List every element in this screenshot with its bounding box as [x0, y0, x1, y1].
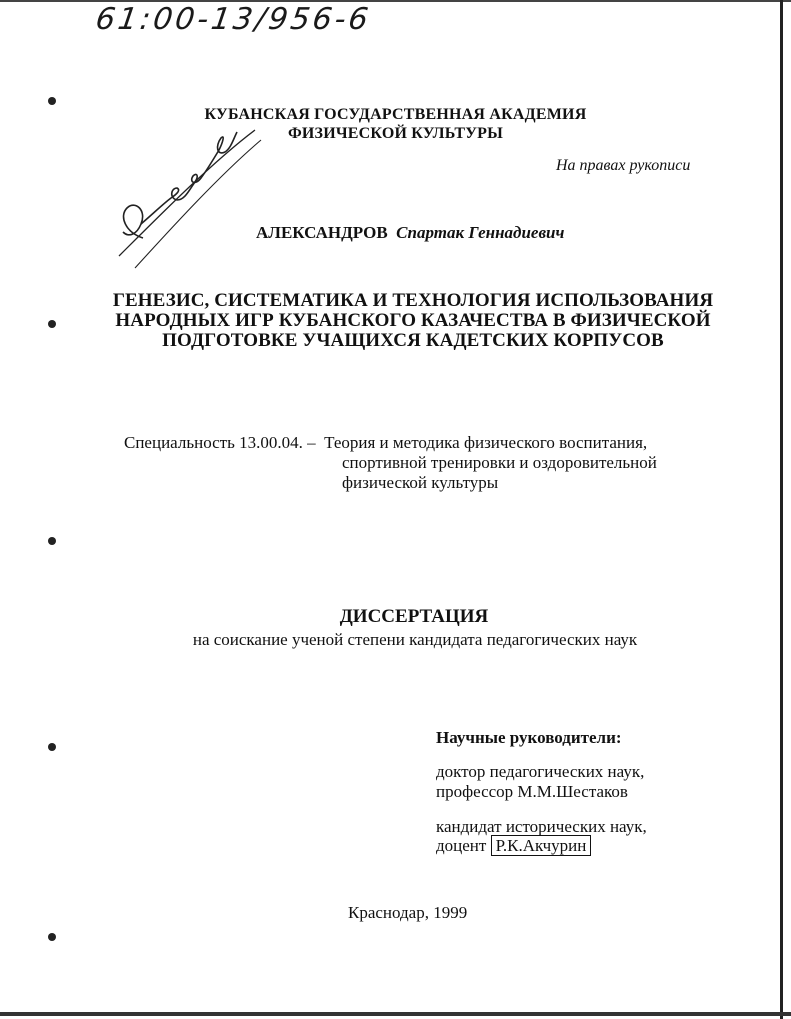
organization-line-1: КУБАНСКАЯ ГОСУДАРСТВЕННАЯ АКАДЕМИЯ [204, 106, 587, 123]
manuscript-rights-note: На правах рукописи [556, 157, 691, 174]
supervisors-heading: Научные руководители: [436, 728, 622, 747]
signature-image [105, 120, 265, 280]
supervisor-1-degree: доктор педагогических наук, [436, 762, 645, 781]
punch-hole [48, 97, 56, 105]
supervisor-2-name-line [436, 836, 591, 856]
title-line-1: ГЕНЕЗИС, СИСТЕМАТИКА И ТЕХНОЛОГИЯ ИСПОЛЬЗОВАНИЯ [112, 290, 714, 311]
supervisor-1-name: профессор М.М.Шестаков [436, 782, 628, 801]
punch-hole [48, 743, 56, 751]
specialty-line-2: спортивной тренировки и оздоровительной [342, 453, 657, 472]
specialty-label: Специальность 13.00.04. – [124, 433, 316, 452]
specialty-line-1 [124, 433, 724, 453]
author-given-names: Спартак Геннадиевич [396, 223, 565, 242]
organization-line-2: ФИЗИЧЕСКОЙ КУЛЬТУРЫ [287, 125, 504, 142]
punch-hole [48, 537, 56, 545]
degree-line: на соискание ученой степени кандидата педагогических наук [192, 630, 638, 649]
supervisor-2-title: доцент [436, 836, 487, 855]
supervisor-2-degree: кандидат исторических наук, [436, 817, 647, 836]
archive-number: 61:00-13/956-6 [93, 2, 374, 37]
scan-edge-right [780, 0, 783, 1019]
title-line-3: ПОДГОТОВКЕ УЧАЩИХСЯ КАДЕТСКИХ КОРПУСОВ [162, 330, 664, 351]
supervisor-2-name: Р.К.Акчурин [491, 835, 592, 856]
scan-edge-bottom [0, 1012, 791, 1016]
punch-hole [48, 933, 56, 941]
author-surname: АЛЕКСАНДРОВ [256, 223, 388, 242]
specialty-text-1: Теория и методика физического воспитания, [324, 433, 648, 452]
city-year: Краснодар, 1999 [348, 903, 468, 922]
title-line-2: НАРОДНЫХ ИГР КУБАНСКОГО КАЗАЧЕСТВА В ФИЗИЧЕСКОЙ [115, 310, 711, 331]
author-name [256, 223, 564, 243]
specialty-line-3: физической культуры [342, 473, 499, 492]
document-type: ДИССЕРТАЦИЯ [339, 606, 489, 627]
